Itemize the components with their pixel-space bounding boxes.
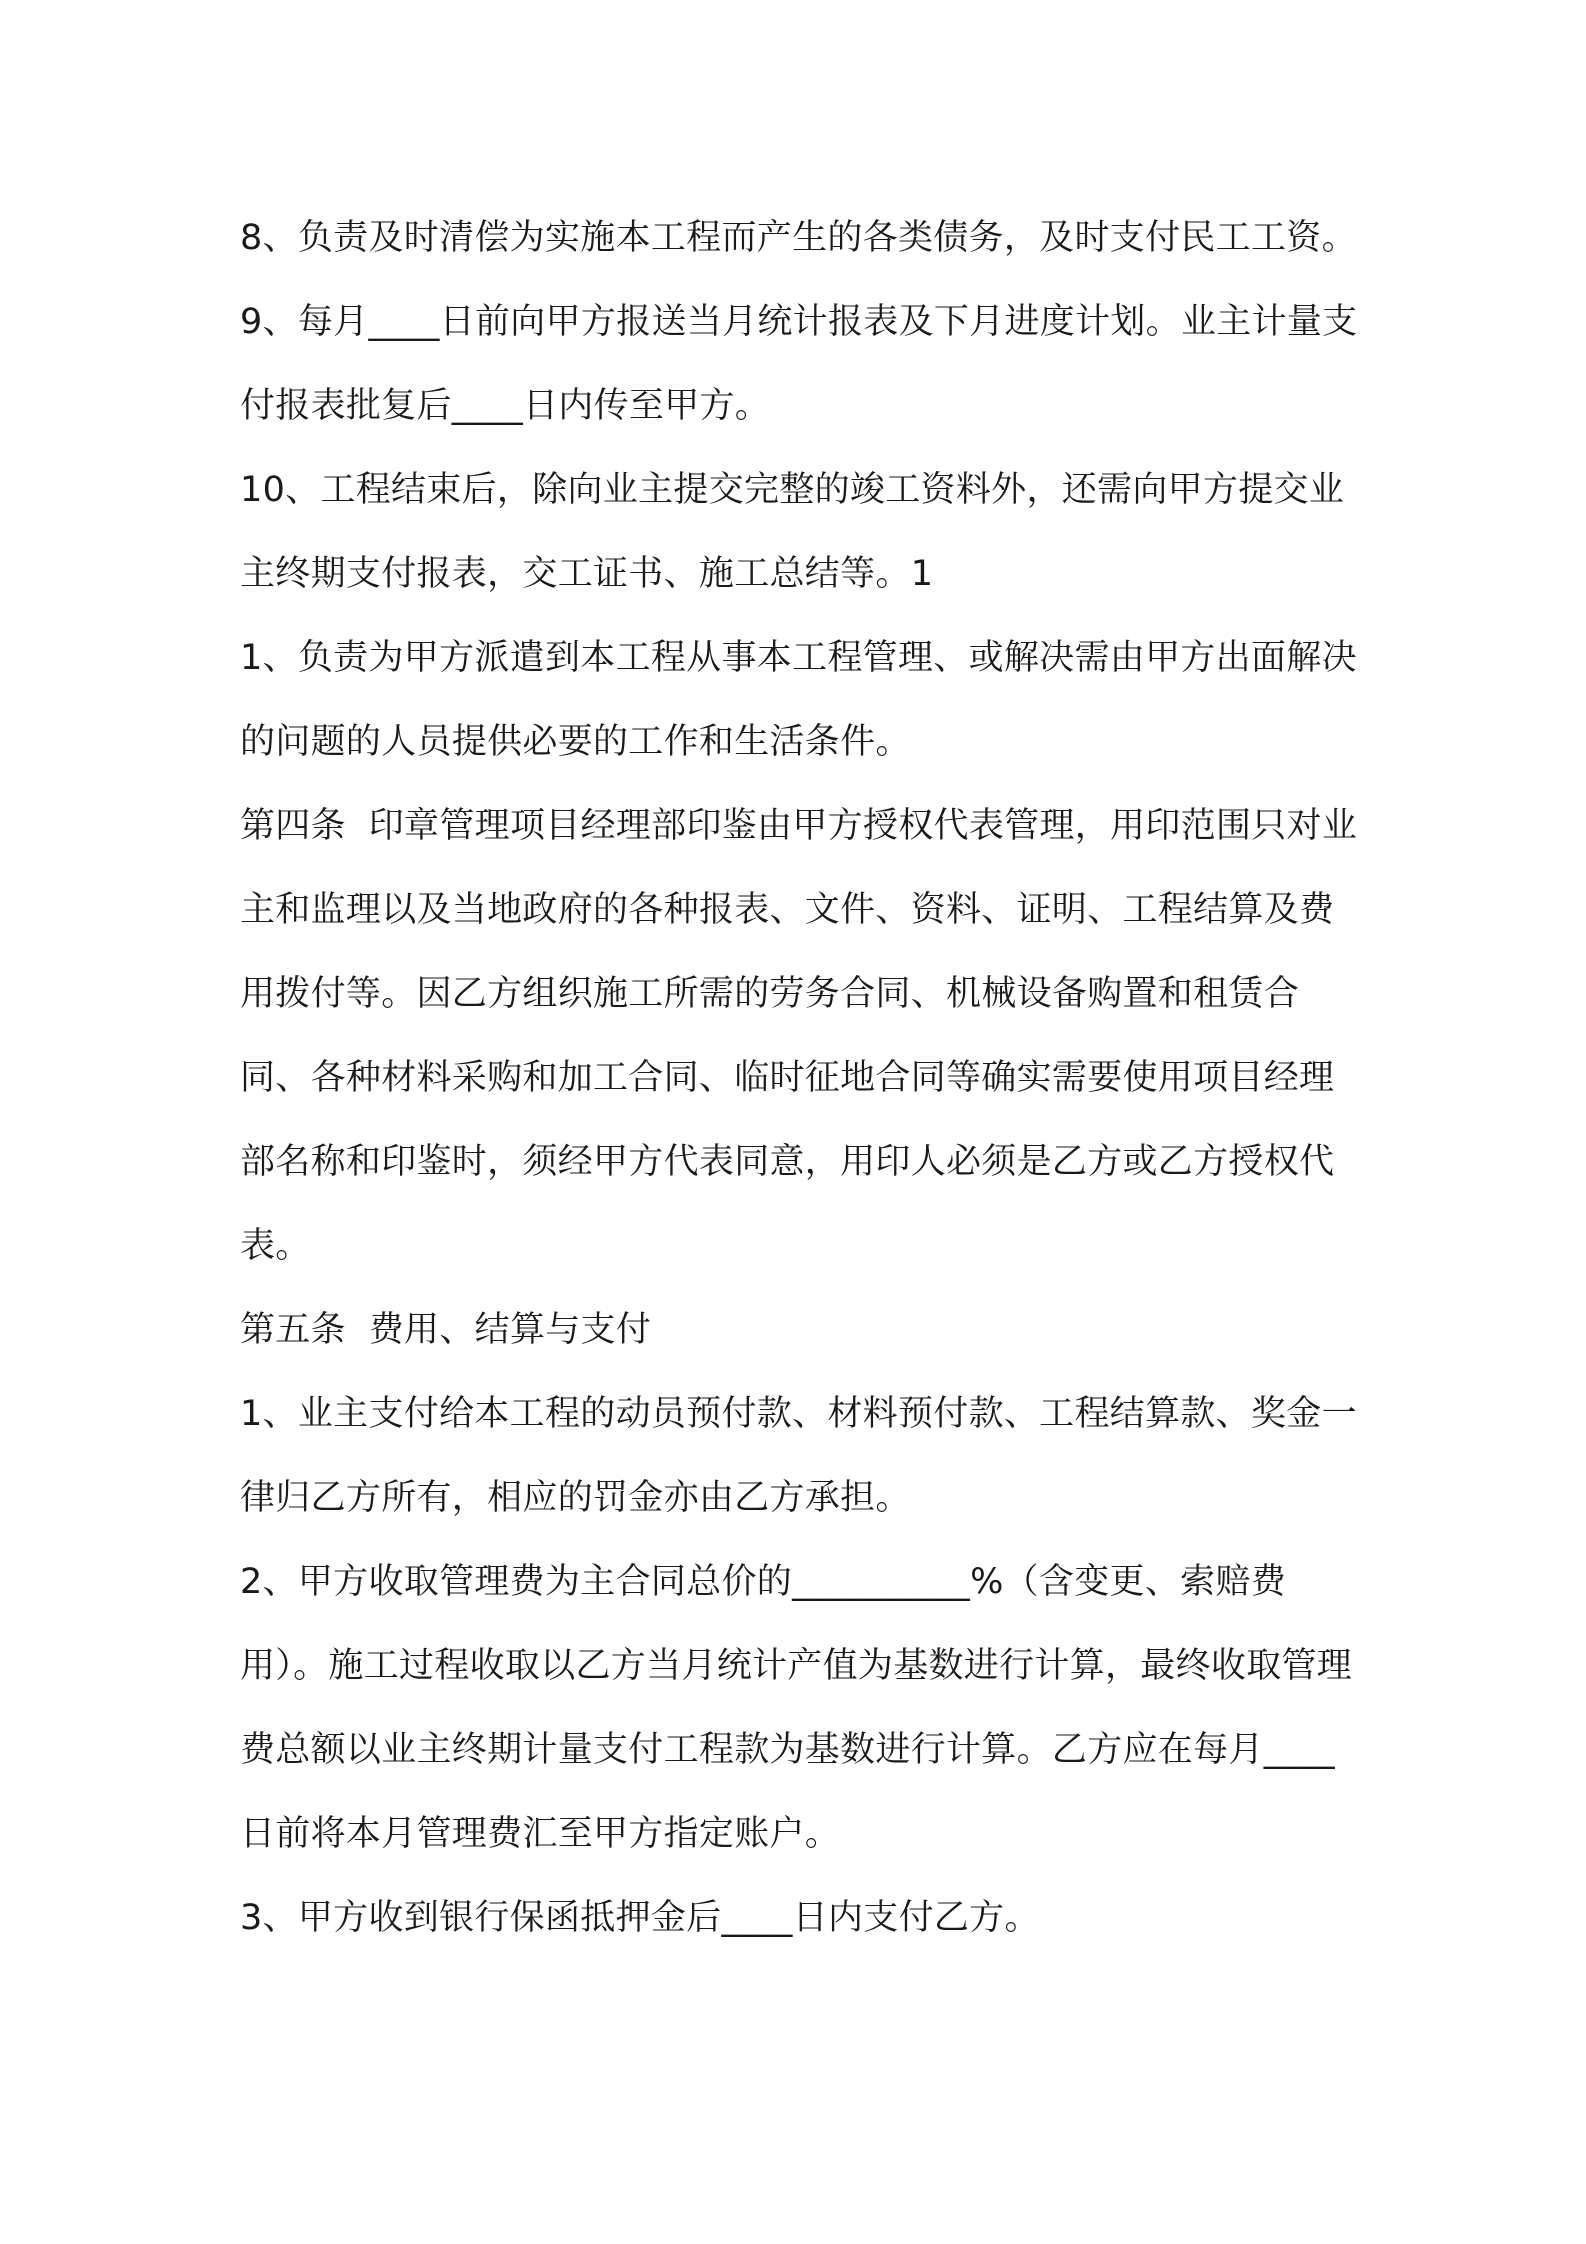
document-body bbox=[240, 196, 1360, 1960]
article-5-item-1: 1、业主支付给本工程的动员预付款、材料预付款、工程结算款、奖金一律归乙方所有，相应的罚金亦由乙方承担。 bbox=[240, 1394, 1357, 1518]
clause-11-paragraph: 1、负责为甲方派遣到本工程从事本工程管理、或解决需由甲方出面解决的问题的人员提供必要的工作和生活条件。 bbox=[240, 638, 1357, 762]
clause-9-paragraph: 9、每月____日前向甲方报送当月统计报表及下月进度计划。业主计量支付报表批复后____日内传至甲方。 bbox=[240, 302, 1358, 426]
article-4-seal-management: 第四条 印章管理项目经理部印鉴由甲方授权代表管理，用印范围只对业主和监理以及当地政府的各种报表、文件、资料、证明、工程结算及费用拨付等。因乙方组织施工所需的劳务合同、机械设备购置和租赁合同、各种材料采购和加工合同、临时征地合同等确实需要使用项目经理部名称和印鉴时，须经甲方代表同意，用印人必须是乙方或乙方授权代表。 bbox=[240, 806, 1358, 1266]
article-5-item-3: 3、甲方收到银行保函抵押金后____日内支付乙方。 bbox=[240, 1898, 1040, 1938]
clause-8-paragraph: 8、负责及时清偿为实施本工程而产生的各类债务，及时支付民工工资。 bbox=[240, 218, 1357, 258]
clause-10-paragraph: 10、工程结束后，除向业主提交完整的竣工资料外，还需向甲方提交业主终期支付报表，交工证书、施工总结等。1 bbox=[240, 470, 1345, 594]
article-5-item-2: 2、甲方收取管理费为主合同总价的__________%（含变更、索赔费用）。施工过程收取以乙方当月统计产值为基数进行计算，最终收取管理费总额以业主终期计量支付工程款为基数进行计算。乙方应在每月____日前将本月管理费汇至甲方指定账户。 bbox=[240, 1562, 1353, 1854]
article-5-heading: 第五条 费用、结算与支付 bbox=[240, 1310, 652, 1350]
